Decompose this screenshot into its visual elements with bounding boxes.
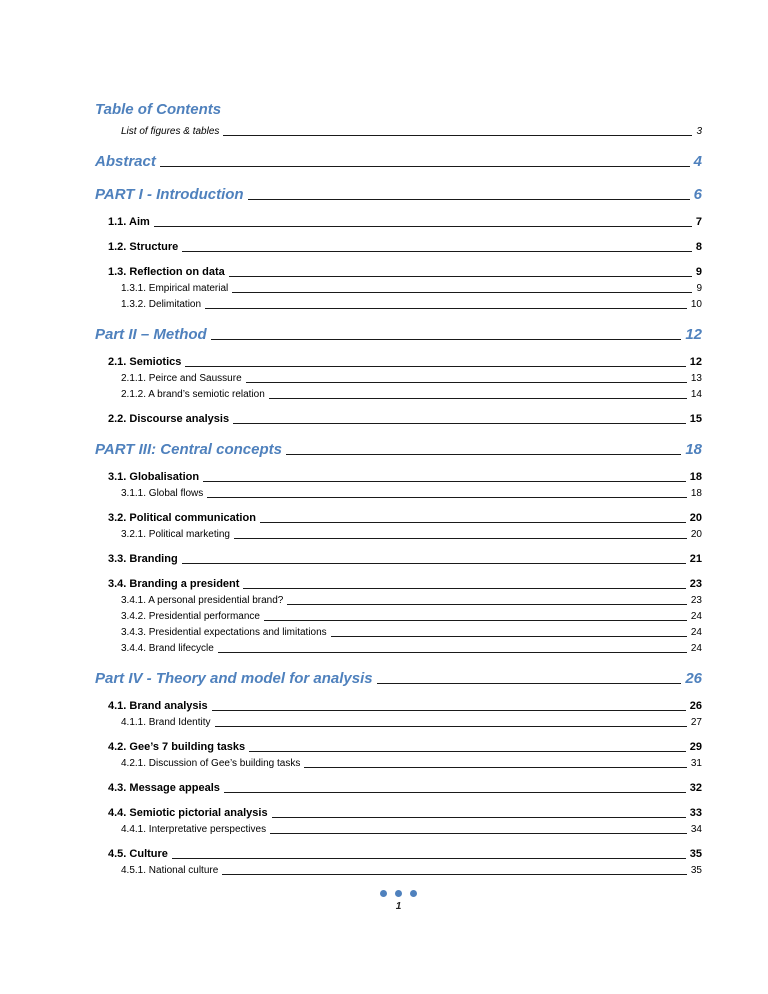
toc-entry[interactable] <box>95 185 702 204</box>
toc-leader-line <box>223 135 692 136</box>
toc-entry[interactable] <box>95 325 702 344</box>
toc-entry-label: 4.5.1. National culture <box>121 865 219 876</box>
toc-entry[interactable] <box>95 470 702 484</box>
toc-entry-page: 31 <box>690 758 702 769</box>
toc-entry[interactable] <box>95 626 702 639</box>
toc-leader-line <box>215 726 687 727</box>
toc-entry-page: 24 <box>690 611 702 622</box>
toc-entry-label: 3.1.1. Global flows <box>121 488 204 499</box>
toc-entry-label: 4.3. Message appeals <box>108 782 220 794</box>
toc-entry-label: 1.3. Reflection on data <box>108 266 225 278</box>
toc-entry-label: 3.3. Branding <box>108 553 178 565</box>
toc-entry-label: 2.1.1. Peirce and Saussure <box>121 373 242 384</box>
toc-entry[interactable] <box>95 552 702 566</box>
toc-leader-line <box>172 858 686 859</box>
toc-entry-page: 24 <box>690 627 702 638</box>
toc-entry[interactable] <box>95 265 702 279</box>
toc-leader-line <box>264 620 687 621</box>
toc-entry-label: PART III: Central concepts <box>95 441 282 458</box>
toc-entry[interactable] <box>95 372 702 385</box>
toc-entry[interactable] <box>95 642 702 655</box>
toc-entry[interactable] <box>95 781 702 795</box>
toc-entry[interactable] <box>95 806 702 820</box>
toc-entry-page: 29 <box>689 741 702 753</box>
toc-entry[interactable] <box>95 240 702 254</box>
toc-leader-line <box>229 276 692 277</box>
toc-entry-label: 4.1.1. Brand Identity <box>121 717 211 728</box>
toc-entry-label: Abstract <box>95 153 156 170</box>
toc-leader-line <box>205 308 687 309</box>
toc-leader-line <box>260 522 686 523</box>
toc-entry-page: 13 <box>690 373 702 384</box>
toc-leader-line <box>182 251 692 252</box>
toc-entry-label: 4.1. Brand analysis <box>108 700 208 712</box>
toc-entry-page: 10 <box>690 299 702 310</box>
toc-entry[interactable] <box>95 594 702 607</box>
toc-entry-page: 20 <box>689 512 702 524</box>
toc-entry-label: Part IV - Theory and model for analysis <box>95 670 373 687</box>
toc-entry-page: 26 <box>689 700 702 712</box>
toc-entry-label: 3.4.1. A personal presidential brand? <box>121 595 284 606</box>
toc-entry[interactable] <box>95 716 702 729</box>
toc-entry-label: 3.4.3. Presidential expectations and limitations <box>121 627 327 638</box>
toc-leader-line <box>287 604 687 605</box>
toc-leader-line <box>154 226 692 227</box>
toc-entry-label: 3.1. Globalisation <box>108 471 200 483</box>
toc-leader-line <box>331 636 687 637</box>
toc-leader-line <box>234 538 687 539</box>
toc-leader-line <box>203 481 686 482</box>
toc-leader-line <box>222 874 687 875</box>
toc-entry-label: 3.4.2. Presidential performance <box>121 611 260 622</box>
toc-entry-label: 4.4. Semiotic pictorial analysis <box>108 807 268 819</box>
toc-entry-label: 3.2. Political communication <box>108 512 256 524</box>
toc-entry[interactable] <box>95 355 702 369</box>
toc-entry-page: 12 <box>685 326 702 343</box>
footer-dot-icon <box>410 890 417 897</box>
toc-entry-page: 27 <box>690 717 702 728</box>
toc-entry-page: 7 <box>695 216 702 228</box>
toc-entry[interactable] <box>95 125 702 138</box>
toc-leader-line <box>182 563 686 564</box>
page-footer <box>95 890 702 913</box>
toc-entry[interactable] <box>95 577 702 591</box>
footer-dots <box>95 890 702 897</box>
toc-entry[interactable] <box>95 823 702 836</box>
toc-entry[interactable] <box>95 740 702 754</box>
toc-entry-page: 18 <box>685 441 702 458</box>
toc-leader-line <box>207 497 687 498</box>
toc-leader-line <box>304 767 687 768</box>
toc-entry[interactable] <box>95 282 702 295</box>
page-number: 1 <box>395 901 402 912</box>
toc-leader-line <box>246 382 687 383</box>
toc-entry-page: 9 <box>695 266 702 278</box>
toc-entry-page: 23 <box>689 578 702 590</box>
toc-entry-page: 6 <box>693 186 702 203</box>
toc-leader-line <box>185 366 685 367</box>
toc-entry[interactable] <box>95 757 702 770</box>
toc-leader-line <box>233 423 686 424</box>
footer-dot-icon <box>395 890 402 897</box>
toc-leader-line <box>249 751 686 752</box>
toc-entry-page: 12 <box>689 356 702 368</box>
toc-entry-label: 4.5. Culture <box>108 848 168 860</box>
toc-entry[interactable] <box>95 864 702 877</box>
toc-entry[interactable] <box>95 669 702 688</box>
toc-entry-page: 23 <box>690 595 702 606</box>
toc-entry-label: 2.1.2. A brand’s semiotic relation <box>121 389 265 400</box>
toc-entry-label: 4.2.1. Discussion of Gee’s building tasks <box>121 758 301 769</box>
toc-leader-line <box>218 652 687 653</box>
toc-entry-page: 33 <box>689 807 702 819</box>
toc-entry[interactable] <box>95 412 702 426</box>
toc-entry-label: PART I - Introduction <box>95 186 244 203</box>
toc-entry[interactable] <box>95 847 702 861</box>
toc-entry[interactable] <box>95 487 702 500</box>
toc-entry-page: 34 <box>690 824 702 835</box>
toc-entry-page: 4 <box>693 153 702 170</box>
toc-entry[interactable] <box>95 511 702 525</box>
toc-entry-page: 14 <box>690 389 702 400</box>
toc-entry-label: 3.4. Branding a president <box>108 578 240 590</box>
toc-leader-line <box>211 339 682 340</box>
toc-leader-line <box>377 683 682 684</box>
footer-dot-icon <box>380 890 387 897</box>
toc-entry[interactable] <box>95 298 702 311</box>
toc-leader-line <box>232 292 692 293</box>
toc-entry[interactable] <box>95 528 702 541</box>
toc-entry[interactable] <box>95 440 702 459</box>
toc-entry-page: 3 <box>696 126 702 137</box>
toc-content <box>95 100 702 877</box>
toc-leader-line <box>286 454 681 455</box>
toc-entry-page: 26 <box>685 670 702 687</box>
toc-entry-label: 3.2.1. Political marketing <box>121 529 230 540</box>
toc-leader-line <box>269 398 687 399</box>
toc-entry-page: 35 <box>689 848 702 860</box>
toc-entry-label: 1.3.1. Empirical material <box>121 283 229 294</box>
toc-entry[interactable] <box>95 215 702 229</box>
toc-entry-label: 3.4.4. Brand lifecycle <box>121 643 214 654</box>
toc-entry-label: 4.2. Gee’s 7 building tasks <box>108 741 246 753</box>
toc-entry-label: Part II – Method <box>95 326 207 343</box>
toc-leader-line <box>243 588 685 589</box>
toc-entry-label: 4.4.1. Interpretative perspectives <box>121 824 267 835</box>
toc-entry-label: 2.2. Discourse analysis <box>108 413 230 425</box>
toc-entry-page: 35 <box>690 865 702 876</box>
toc-entry[interactable] <box>95 152 702 171</box>
toc-entry-label: 2.1. Semiotics <box>108 356 182 368</box>
toc-title: Table of Contents <box>95 101 222 118</box>
toc-entry-page: 24 <box>690 643 702 654</box>
toc-leader-line <box>270 833 687 834</box>
toc-leader-line <box>272 817 686 818</box>
toc-entry-page: 32 <box>689 782 702 794</box>
toc-entry-label: 1.3.2. Delimitation <box>121 299 202 310</box>
toc-entry-page: 21 <box>689 553 702 565</box>
toc-entry-page: 18 <box>690 488 702 499</box>
toc-leader-line <box>160 166 690 167</box>
toc-leader-line <box>224 792 686 793</box>
toc-list <box>95 125 702 877</box>
toc-entry-page: 9 <box>696 283 702 294</box>
toc-entry[interactable] <box>95 699 702 713</box>
toc-entry[interactable] <box>95 610 702 623</box>
toc-entry-page: 20 <box>690 529 702 540</box>
toc-leader-line <box>248 199 690 200</box>
toc-entry-label: 1.2. Structure <box>108 241 179 253</box>
toc-entry-label: List of figures & tables <box>121 126 220 137</box>
toc-leader-line <box>212 710 686 711</box>
toc-entry[interactable] <box>95 388 702 401</box>
toc-entry-page: 8 <box>695 241 702 253</box>
toc-entry-page: 18 <box>689 471 702 483</box>
toc-entry-label: 1.1. Aim <box>108 216 150 228</box>
toc-entry-page: 15 <box>689 413 702 425</box>
